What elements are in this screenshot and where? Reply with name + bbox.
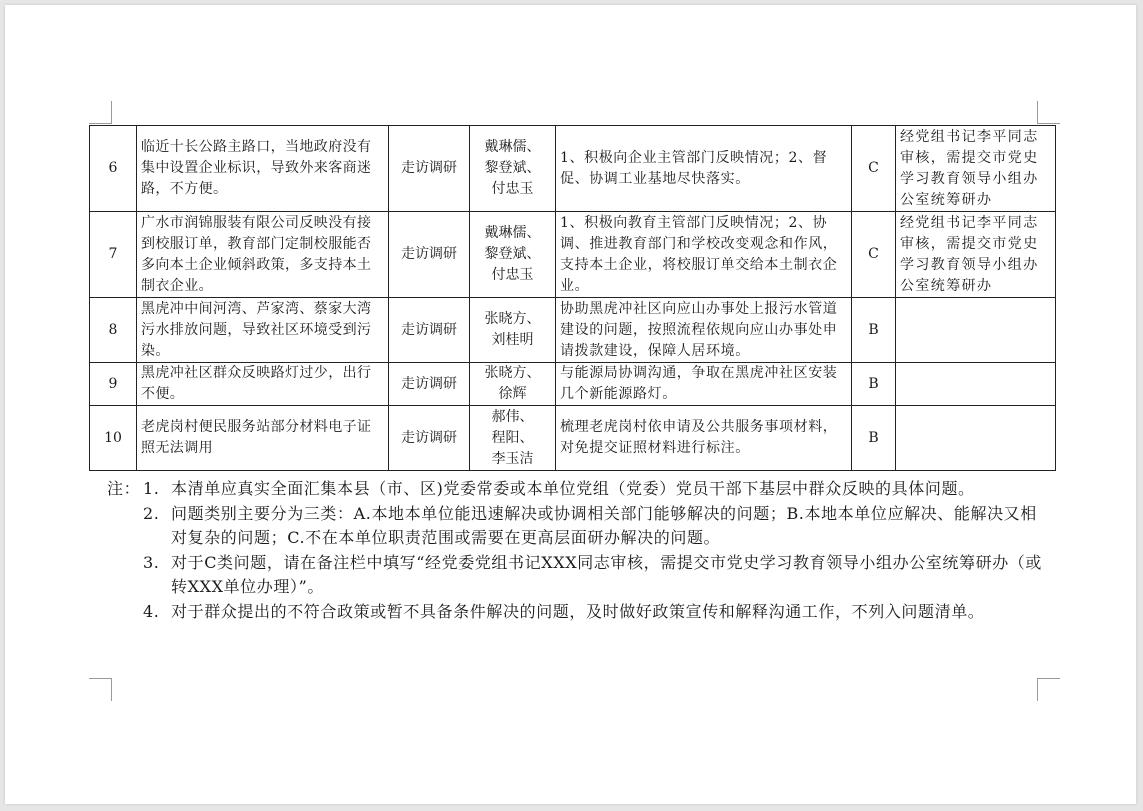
note-text: 本清单应真实全面汇集本县（市、区)党委常委或本单位党组（党委）党员干部下基层中群众反映的具体问题。 bbox=[171, 479, 975, 498]
responsible-persons bbox=[470, 298, 556, 363]
table-row bbox=[90, 406, 1056, 471]
row-number: 8 bbox=[90, 298, 137, 363]
note-text: 对于群众提出的不符合政策或暂不具备条件解决的问题，及时做好政策宣传和解释沟通工作，不列入问题清单。 bbox=[171, 601, 985, 621]
note-item bbox=[107, 477, 1047, 502]
responsible-persons bbox=[470, 406, 556, 471]
row-number: 9 bbox=[90, 363, 137, 406]
row-number: 7 bbox=[90, 212, 137, 298]
table-row bbox=[90, 212, 1056, 298]
persons-text: 张晓方、 刘桂明 bbox=[484, 311, 541, 348]
problem-category: C bbox=[852, 126, 896, 212]
collection-method: 走访调研 bbox=[389, 126, 470, 212]
row-number: 10 bbox=[90, 406, 137, 471]
remark bbox=[896, 298, 1056, 363]
persons-text: 郝伟、 程阳、 李玉洁 bbox=[491, 408, 534, 467]
solution-measure: 1、积极向企业主管部门反映情况；2、督促、协调工业基地尽快落实。 bbox=[556, 126, 852, 212]
document-page bbox=[5, 5, 1136, 804]
table-row bbox=[90, 298, 1056, 363]
responsible-persons bbox=[470, 363, 556, 406]
note-item bbox=[107, 600, 1047, 625]
note-item bbox=[107, 502, 1047, 551]
collection-method: 走访调研 bbox=[389, 406, 470, 471]
margin-mark-top-right bbox=[1037, 101, 1060, 124]
remark bbox=[896, 406, 1056, 471]
remark: 经党组书记李平同志审核，需提交市党史学习教育领导小组办公室统筹研办 bbox=[896, 212, 1056, 298]
problem-description: 黑虎冲中间河湾、芦家湾、蔡家大湾污水排放问题，导致社区环境受到污染。 bbox=[137, 298, 389, 363]
problem-list-table bbox=[89, 125, 1056, 471]
solution-measure: 协助黑虎冲社区向应山办事处上报污水管道建设的问题，按照流程依规向应山办事处申请拨款建设，保障人居环境。 bbox=[556, 298, 852, 363]
margin-mark-bottom-right bbox=[1037, 678, 1060, 701]
notes-section bbox=[107, 477, 1047, 624]
solution-measure: 梳理老虎岗村依申请及公共服务事项材料，对免提交证照材料进行标注。 bbox=[556, 406, 852, 471]
note-number: 4. bbox=[143, 601, 160, 621]
solution-measure: 1、积极向教育主管部门反映情况；2、协调、推进教育部门和学校改变观念和作风，支持本土企业，将校服订单交给本土制衣企业。 bbox=[556, 212, 852, 298]
row-number: 6 bbox=[90, 126, 137, 212]
responsible-persons bbox=[470, 126, 556, 212]
remark bbox=[896, 363, 1056, 406]
persons-text: 戴琳儒、 黎登斌、 付忠玉 bbox=[484, 225, 541, 283]
note-number: 3. bbox=[143, 552, 160, 572]
note-text: 对于C类问题，请在备注栏中填写“经党委党组书记XXX同志审核，需提交市党史学习教育领导小组办公室统筹研办（或转XXX单位办理）”。 bbox=[171, 552, 1042, 596]
note-number: 2. bbox=[143, 503, 160, 523]
notes-prefix: 注： bbox=[107, 479, 141, 498]
table-row bbox=[90, 126, 1056, 212]
problem-category: B bbox=[852, 406, 896, 471]
persons-text: 戴琳儒、 黎登斌、 付忠玉 bbox=[484, 139, 541, 197]
collection-method: 走访调研 bbox=[389, 363, 470, 406]
responsible-persons bbox=[470, 212, 556, 298]
problem-category: B bbox=[852, 298, 896, 363]
note-text: 问题类别主要分为三类：A.本地本单位能迅速解决或协调相关部门能够解决的问题；B.本地本单位应解决、能解决又相对复杂的问题；C.不在本单位职责范围或需要在更高层面研办解决的问题。 bbox=[171, 503, 1037, 547]
problem-category: B bbox=[852, 363, 896, 406]
collection-method: 走访调研 bbox=[389, 298, 470, 363]
problem-description: 广水市润锦服装有限公司反映没有接到校服订单，教育部门定制校服能否多向本土企业倾斜政策，多支持本土制衣企业。 bbox=[137, 212, 389, 298]
problem-description: 老虎岗村便民服务站部分材料电子证照无法调用 bbox=[137, 406, 389, 471]
solution-measure: 与能源局协调沟通，争取在黑虎冲社区安装几个新能源路灯。 bbox=[556, 363, 852, 406]
note-number: 1. bbox=[143, 479, 160, 498]
problem-description: 临近十长公路主路口，当地政府没有集中设置企业标识，导致外来客商迷路，不方便。 bbox=[137, 126, 389, 212]
problem-category: C bbox=[852, 212, 896, 298]
note-item bbox=[107, 551, 1047, 600]
problem-description: 黑虎冲社区群众反映路灯过少，出行不便。 bbox=[137, 363, 389, 406]
remark: 经党组书记李平同志审核，需提交市党史学习教育领导小组办公室统筹研办 bbox=[896, 126, 1056, 212]
margin-mark-top-left bbox=[89, 101, 112, 124]
persons-text: 张晓方、 徐辉 bbox=[484, 365, 541, 402]
collection-method: 走访调研 bbox=[389, 212, 470, 298]
margin-mark-bottom-left bbox=[89, 678, 112, 701]
table-row bbox=[90, 363, 1056, 406]
